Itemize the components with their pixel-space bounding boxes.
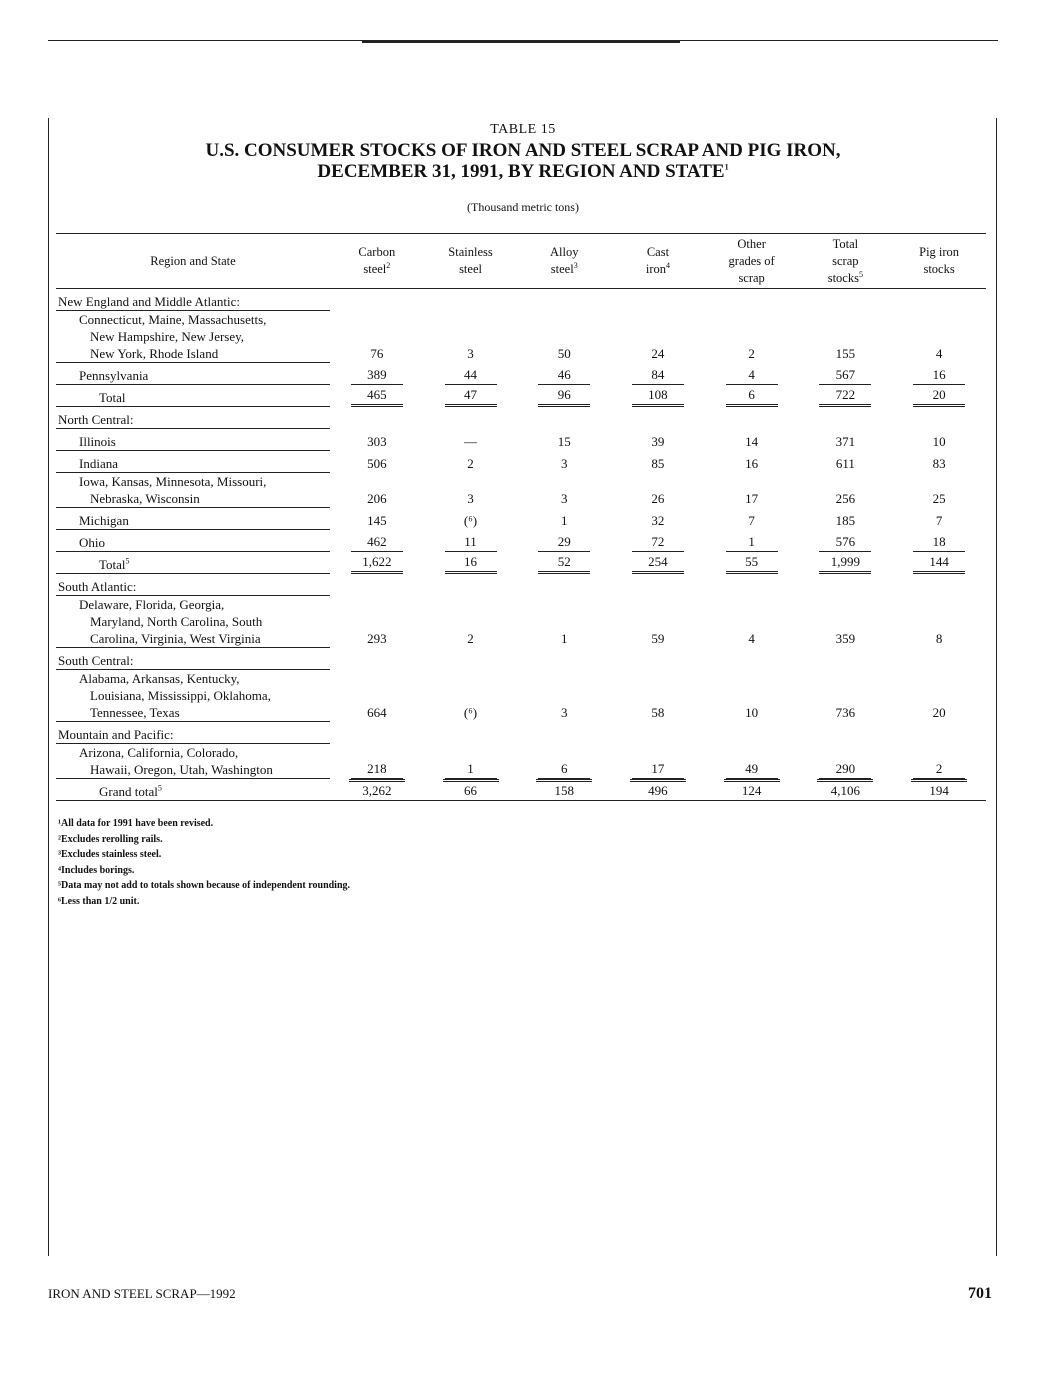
cell-other-grades: [705, 596, 799, 648]
col-carbon-steel: Carbon steel$^2$: [330, 234, 424, 289]
col-alloy-steel: Alloy steel$^3$: [517, 234, 611, 289]
footnote-4: ⁴Includes borings.: [58, 864, 135, 876]
cell-value: 10: [745, 704, 759, 720]
cell-value: 25: [932, 490, 946, 506]
cell-value: 17: [745, 490, 759, 506]
cell-value: 611: [835, 455, 855, 471]
cell-total-scrap: [798, 552, 892, 574]
region-heading: New England and Middle Atlantic:: [56, 289, 330, 311]
cell-alloy-steel: [517, 363, 611, 385]
row-label: Grand total$^5$: [56, 779, 330, 801]
cell-value: 567: [819, 366, 871, 385]
cell-value: 83: [932, 455, 946, 471]
cell-value: 218: [351, 760, 403, 779]
cell-carbon-steel: [330, 744, 424, 779]
cell-value: 4: [748, 630, 755, 646]
cell-value: 49: [726, 760, 778, 779]
cell-pig-iron: [892, 311, 986, 363]
cell-cast-iron: [611, 552, 705, 574]
cell-pig-iron: [892, 530, 986, 552]
title-line-2: DECEMBER 31, 1991, BY REGION AND STATE$^1$: [317, 161, 729, 182]
cell-value: 389: [351, 366, 403, 385]
cell-other-grades: [705, 363, 799, 385]
cell-alloy-steel: [517, 385, 611, 407]
cell-value: 465: [351, 386, 403, 407]
cell-stainless-steel: [424, 385, 518, 407]
cell-value: 50: [557, 345, 571, 361]
cell-value: 185: [835, 512, 856, 528]
col-stainless-steel: Stainless steel: [424, 234, 518, 289]
cell-value: 72: [632, 533, 684, 552]
cell-cast-iron: [611, 385, 705, 407]
row-label: Illinois: [56, 429, 330, 451]
cell-value: 96: [538, 386, 590, 407]
cell-value: 736: [835, 704, 856, 720]
cell-other-grades: [705, 744, 799, 779]
header-row: [56, 234, 986, 289]
cell-value: 158: [536, 779, 592, 800]
cell-value: 2: [748, 345, 755, 361]
cell-value: 664: [367, 704, 387, 720]
footnote-1: ¹All data for 1991 have been revised.: [58, 818, 214, 829]
cell-stainless-steel: [424, 670, 518, 722]
cell-value: 76: [370, 345, 384, 361]
cell-value: 1: [445, 760, 497, 779]
cell-total-scrap: [798, 385, 892, 407]
cell-cast-iron: [611, 508, 705, 530]
footnote-2: ²Excludes rerolling rails.: [58, 833, 163, 845]
cell-value: 7: [935, 512, 943, 528]
cell-carbon-steel: [330, 596, 424, 648]
table-row: [56, 363, 986, 385]
cell-value: 293: [367, 630, 387, 646]
cell-value: 2: [467, 455, 474, 471]
col-region: Region and State: [56, 234, 330, 289]
cell-value: 3: [467, 490, 474, 506]
cell-value: 576: [819, 533, 871, 552]
cell-pig-iron: [892, 552, 986, 574]
cell-carbon-steel: [330, 552, 424, 574]
cell-value: —: [464, 433, 478, 449]
cell-value: 1,999: [819, 553, 871, 574]
cell-cast-iron: [611, 779, 705, 801]
row-label: Pennsylvania: [56, 363, 330, 385]
cell-value: 16: [745, 455, 759, 471]
cell-other-grades: [705, 670, 799, 722]
cell-value: 29: [538, 533, 590, 552]
cell-pig-iron: [892, 670, 986, 722]
cell-total-scrap: [798, 779, 892, 801]
cell-value: 52: [538, 553, 590, 574]
cell-alloy-steel: [517, 552, 611, 574]
cell-pig-iron: [892, 596, 986, 648]
cell-carbon-steel: [330, 363, 424, 385]
cell-value: 124: [724, 779, 780, 800]
cell-carbon-steel: [330, 385, 424, 407]
cell-value: 3: [560, 490, 568, 506]
title-line-1: U.S. CONSUMER STOCKS OF IRON AND STEEL SCRAP AND PIG IRON,: [205, 140, 841, 161]
cell-total-scrap: [798, 670, 892, 722]
row-label: Iowa, Kansas, Minnesota, Missouri, Nebraska, Wisconsin: [56, 473, 330, 508]
cell-value: 11: [445, 533, 497, 552]
cell-value: 359: [835, 630, 856, 646]
cell-carbon-steel: [330, 530, 424, 552]
cell-stainless-steel: [424, 530, 518, 552]
cell-total-scrap: [798, 744, 892, 779]
cell-value: 194: [911, 779, 967, 800]
cell-stainless-steel: [424, 552, 518, 574]
cell-value: 59: [651, 630, 665, 646]
cell-value: 55: [726, 553, 778, 574]
cell-cast-iron: [611, 530, 705, 552]
cell-value: 16: [913, 366, 965, 385]
cell-value: 47: [445, 386, 497, 407]
col-other-grades: Other grades of scrap: [705, 234, 799, 289]
cell-value: 256: [835, 490, 856, 506]
cell-carbon-steel: [330, 508, 424, 530]
cell-cast-iron: [611, 473, 705, 508]
row-label: Total$^5$: [56, 552, 330, 574]
cell-value: 20: [913, 386, 965, 407]
cell-value: 3: [560, 455, 568, 471]
cell-other-grades: [705, 552, 799, 574]
cell-value: 1: [726, 533, 778, 552]
cell-alloy-steel: [517, 670, 611, 722]
col-total-scrap: Total scrap stocks$^5$: [798, 234, 892, 289]
cell-value: 15: [557, 433, 571, 449]
cell-value: 3,262: [349, 779, 405, 800]
cell-alloy-steel: [517, 779, 611, 801]
cell-value: 6: [726, 386, 778, 407]
table-row: [56, 530, 986, 552]
cell-value: 254: [632, 553, 684, 574]
table-row: [56, 552, 986, 574]
row-label: Ohio: [56, 530, 330, 552]
cell-value: 206: [367, 490, 387, 506]
table-row: [56, 451, 986, 473]
cell-carbon-steel: [330, 429, 424, 451]
cell-total-scrap: [798, 596, 892, 648]
cell-value: (⁶): [463, 512, 478, 528]
cell-value: 506: [367, 455, 387, 471]
cell-carbon-steel: [330, 311, 424, 363]
cell-total-scrap: [798, 508, 892, 530]
top-rule-accent: [362, 40, 680, 43]
cell-total-scrap: [798, 363, 892, 385]
cell-value: 496: [630, 779, 686, 800]
left-margin-rule: [48, 118, 49, 1256]
cell-value: 108: [632, 386, 684, 407]
cell-total-scrap: [798, 473, 892, 508]
cell-cast-iron: [611, 363, 705, 385]
cell-cast-iron: [611, 596, 705, 648]
cell-value: 1: [560, 512, 568, 528]
region-heading: South Atlantic:: [56, 574, 330, 596]
footnotes: [58, 816, 350, 909]
cell-value: 155: [835, 345, 856, 361]
cell-value: 14: [745, 433, 759, 449]
cell-value: 16: [445, 553, 497, 574]
region-heading: South Central:: [56, 648, 330, 670]
cell-total-scrap: [798, 451, 892, 473]
cell-value: 84: [632, 366, 684, 385]
footnote-3: ³Excludes stainless steel.: [58, 849, 162, 860]
cell-value: 44: [445, 366, 497, 385]
cell-stainless-steel: [424, 451, 518, 473]
cell-value: 303: [367, 433, 387, 449]
cell-cast-iron: [611, 670, 705, 722]
units-note: (Thousand metric tons): [467, 200, 579, 214]
cell-value: 17: [632, 760, 684, 779]
table-row: [56, 289, 986, 311]
row-label: Total: [56, 385, 330, 407]
cell-value: 6: [538, 760, 590, 779]
cell-other-grades: [705, 779, 799, 801]
row-label: Arizona, California, Colorado, Hawaii, Oregon, Utah, Washington: [56, 744, 330, 779]
cell-alloy-steel: [517, 311, 611, 363]
cell-cast-iron: [611, 451, 705, 473]
cell-pig-iron: [892, 451, 986, 473]
cell-stainless-steel: [424, 508, 518, 530]
cell-other-grades: [705, 429, 799, 451]
cell-value: 4,106: [817, 779, 873, 800]
cell-value: 145: [367, 512, 387, 528]
cell-value: (⁶): [463, 704, 478, 720]
table-row: [56, 744, 986, 779]
cell-total-scrap: [798, 311, 892, 363]
cell-value: 2: [467, 630, 474, 646]
table-row: [56, 311, 986, 363]
cell-value: 39: [651, 433, 665, 449]
cell-stainless-steel: [424, 311, 518, 363]
col-cast-iron: Cast iron$^4$: [611, 234, 705, 289]
row-label: Indiana: [56, 451, 330, 473]
cell-stainless-steel: [424, 779, 518, 801]
cell-pig-iron: [892, 779, 986, 801]
cell-other-grades: [705, 385, 799, 407]
cell-alloy-steel: [517, 451, 611, 473]
cell-cast-iron: [611, 744, 705, 779]
table-row: [56, 473, 986, 508]
cell-value: 462: [351, 533, 403, 552]
cell-cast-iron: [611, 429, 705, 451]
cell-value: 371: [835, 433, 856, 449]
cell-other-grades: [705, 473, 799, 508]
cell-value: 8: [935, 630, 943, 646]
table-number: TABLE 15: [490, 122, 556, 137]
cell-pig-iron: [892, 429, 986, 451]
cell-alloy-steel: [517, 508, 611, 530]
cell-alloy-steel: [517, 473, 611, 508]
cell-value: 1,622: [351, 553, 403, 574]
table-row: [56, 648, 986, 670]
table-row: [56, 670, 986, 722]
publication-title: IRON AND STEEL SCRAP—1992: [48, 1286, 236, 1301]
cell-pig-iron: [892, 508, 986, 530]
page-number: 701: [968, 1285, 992, 1302]
cell-value: 2: [913, 760, 965, 779]
cell-value: 66: [443, 779, 499, 800]
cell-other-grades: [705, 508, 799, 530]
cell-value: 4: [726, 366, 778, 385]
table-row: [56, 596, 986, 648]
cell-pig-iron: [892, 473, 986, 508]
cell-value: 3: [467, 345, 474, 361]
region-heading: North Central:: [56, 407, 330, 429]
cell-pig-iron: [892, 744, 986, 779]
region-heading: Mountain and Pacific:: [56, 722, 330, 744]
cell-value: 10: [932, 433, 946, 449]
cell-carbon-steel: [330, 451, 424, 473]
table-row: [56, 508, 986, 530]
row-label: Michigan: [56, 508, 330, 530]
table-row: [56, 722, 986, 744]
cell-total-scrap: [798, 530, 892, 552]
cell-value: 1: [560, 630, 568, 646]
cell-alloy-steel: [517, 429, 611, 451]
row-label: Alabama, Arkansas, Kentucky, Louisiana, Mississippi, Oklahoma, Tennessee, Texas: [56, 670, 330, 722]
cell-pig-iron: [892, 385, 986, 407]
cell-cast-iron: [611, 311, 705, 363]
cell-value: 20: [932, 704, 946, 720]
cell-value: 4: [935, 345, 943, 361]
cell-value: 26: [651, 490, 665, 506]
cell-total-scrap: [798, 429, 892, 451]
cell-stainless-steel: [424, 363, 518, 385]
cell-stainless-steel: [424, 429, 518, 451]
right-margin-rule: [996, 118, 997, 1256]
stocks-table: [56, 233, 986, 801]
cell-value: 3: [560, 704, 568, 720]
cell-value: 85: [651, 455, 665, 471]
cell-value: 24: [651, 345, 665, 361]
cell-other-grades: [705, 530, 799, 552]
table-row: [56, 385, 986, 407]
table-heading: [48, 122, 998, 215]
grand-total-row: [56, 779, 986, 801]
table-row: [56, 574, 986, 596]
table-row: [56, 429, 986, 451]
cell-carbon-steel: [330, 670, 424, 722]
cell-alloy-steel: [517, 596, 611, 648]
row-label: Connecticut, Maine, Massachusetts, New Hampshire, New Jersey, New York, Rhode Island: [56, 311, 330, 363]
cell-value: 722: [819, 386, 871, 407]
cell-other-grades: [705, 311, 799, 363]
cell-carbon-steel: [330, 779, 424, 801]
table-title: [48, 140, 998, 182]
cell-stainless-steel: [424, 744, 518, 779]
title-footnote-ref: 1: [724, 162, 729, 172]
cell-value: 46: [538, 366, 590, 385]
cell-pig-iron: [892, 363, 986, 385]
cell-stainless-steel: [424, 473, 518, 508]
cell-other-grades: [705, 451, 799, 473]
cell-value: 32: [651, 512, 665, 528]
cell-value: 144: [913, 553, 965, 574]
cell-stainless-steel: [424, 596, 518, 648]
row-label: Delaware, Florida, Georgia, Maryland, North Carolina, South Carolina, Virginia, West Virginia: [56, 596, 330, 648]
footnote-5: ⁵Data may not add to totals shown because of independent rounding.: [58, 880, 351, 891]
cell-alloy-steel: [517, 744, 611, 779]
cell-alloy-steel: [517, 530, 611, 552]
cell-value: 7: [748, 512, 755, 528]
cell-value: 58: [651, 704, 665, 720]
col-pig-iron: Pig iron stocks: [892, 234, 986, 289]
footnote-6: ⁶Less than 1/2 unit.: [58, 895, 140, 907]
cell-value: 290: [819, 760, 871, 779]
cell-carbon-steel: [330, 473, 424, 508]
table-row: [56, 407, 986, 429]
cell-value: 18: [913, 533, 965, 552]
